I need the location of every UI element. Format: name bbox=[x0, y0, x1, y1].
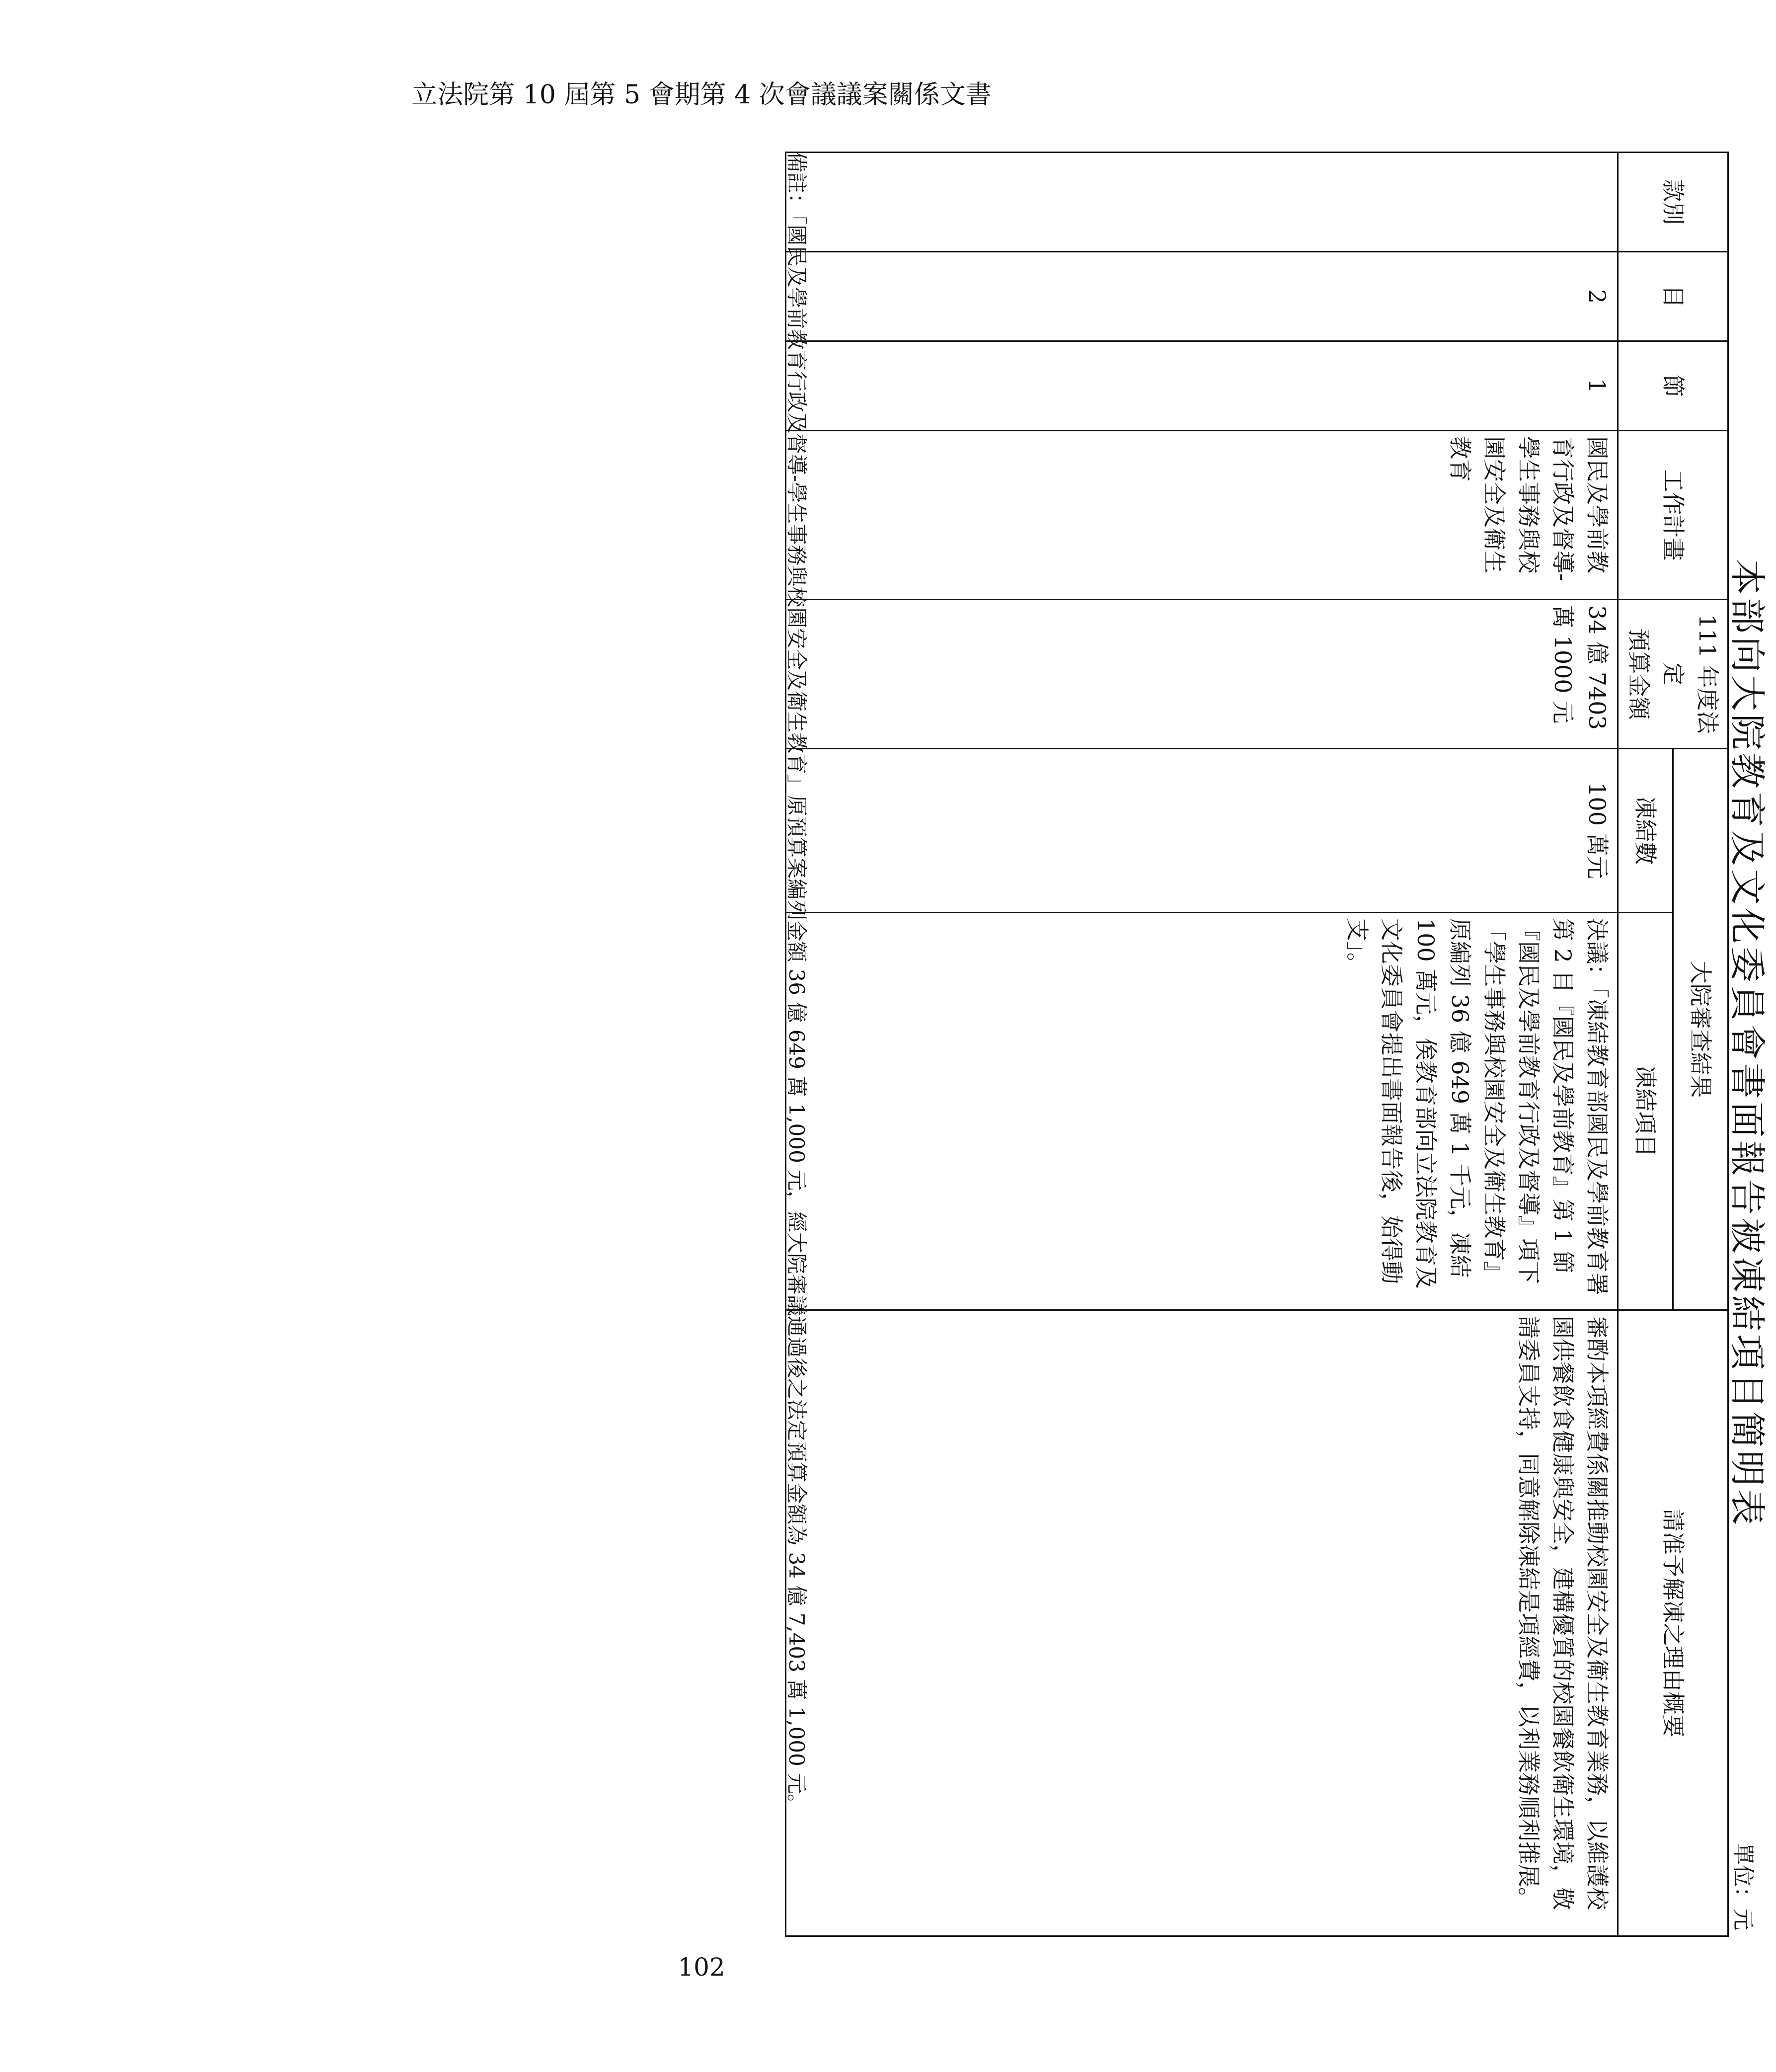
frozen-items-sheet bbox=[728, 152, 1776, 1935]
frozen-items-table bbox=[785, 152, 1729, 1937]
cell-frozen-amount: 100 萬元 bbox=[786, 749, 1618, 913]
header-category: 款別 bbox=[1618, 153, 1728, 252]
table-note: 備註：「國民及學前教育行政及督導-學生事務與校園安全及衛生教育」原預算案編列金額 36 億 649 萬 1,000 元，經大院審議通過後之法定預算金額為 34 億 7,403 萬 1,000 元。 bbox=[784, 152, 809, 1815]
header-budget-line2: 預算金額 bbox=[1625, 628, 1652, 720]
header-item: 目 bbox=[1618, 252, 1728, 341]
cell-frozen-item: 決議：「凍結教育部國民及學前教育署第 2 目『國民及學前教育』第 1 節『國民及學前教育行政及督導』項下「學生事務與校園安全及衛生教育』原編列 36 億 649 萬 1 千元，凍結 100 萬元，俟教育部向立法院教育及文化委員會提出書面報告後，始得動支」。 bbox=[786, 913, 1618, 1310]
header-work-plan: 工作計畫 bbox=[1618, 431, 1728, 600]
document-title: 本部向大院教育及文化委員會書面報告被凍結項目簡明表 bbox=[1726, 558, 1768, 1528]
page-number: 102 bbox=[678, 1953, 725, 1982]
header-budget-line1: 111 年度法定 bbox=[1660, 614, 1721, 734]
table-row bbox=[786, 153, 1618, 1936]
table-header-row bbox=[1673, 153, 1728, 1936]
cell-section: 1 bbox=[786, 341, 1618, 431]
header-budget bbox=[1618, 600, 1728, 749]
cell-work-plan: 國民及學前教育行政及督導-學生事務與校園安全及衛生教育 bbox=[786, 431, 1618, 600]
cell-budget: 34 億 7403 萬 1000 元 bbox=[786, 600, 1618, 749]
unit-label: 單位：元 bbox=[1730, 1843, 1756, 1930]
cell-reason: 審酌本項經費係關推動校園安全及衛生教育業務，以維護校園供餐飲食健康與安全，建構優質的校園餐飲衛生環境，敬請委員支持，同意解除凍結是項經費，以利業務順利推展。 bbox=[786, 1310, 1618, 1936]
header-reason: 請准予解凍之理由概要 bbox=[1618, 1310, 1728, 1936]
header-frozen-item: 凍結項目 bbox=[1618, 913, 1673, 1310]
cell-category bbox=[786, 153, 1618, 252]
header-review-result: 大院審查結果 bbox=[1673, 749, 1728, 1310]
cell-item: 2 bbox=[786, 252, 1618, 341]
header-section: 節 bbox=[1618, 341, 1728, 431]
header-frozen-amount: 凍結數 bbox=[1618, 749, 1673, 913]
document-header: 立法院第 10 屆第 5 會期第 4 次會議議案關係文書 bbox=[411, 80, 992, 110]
